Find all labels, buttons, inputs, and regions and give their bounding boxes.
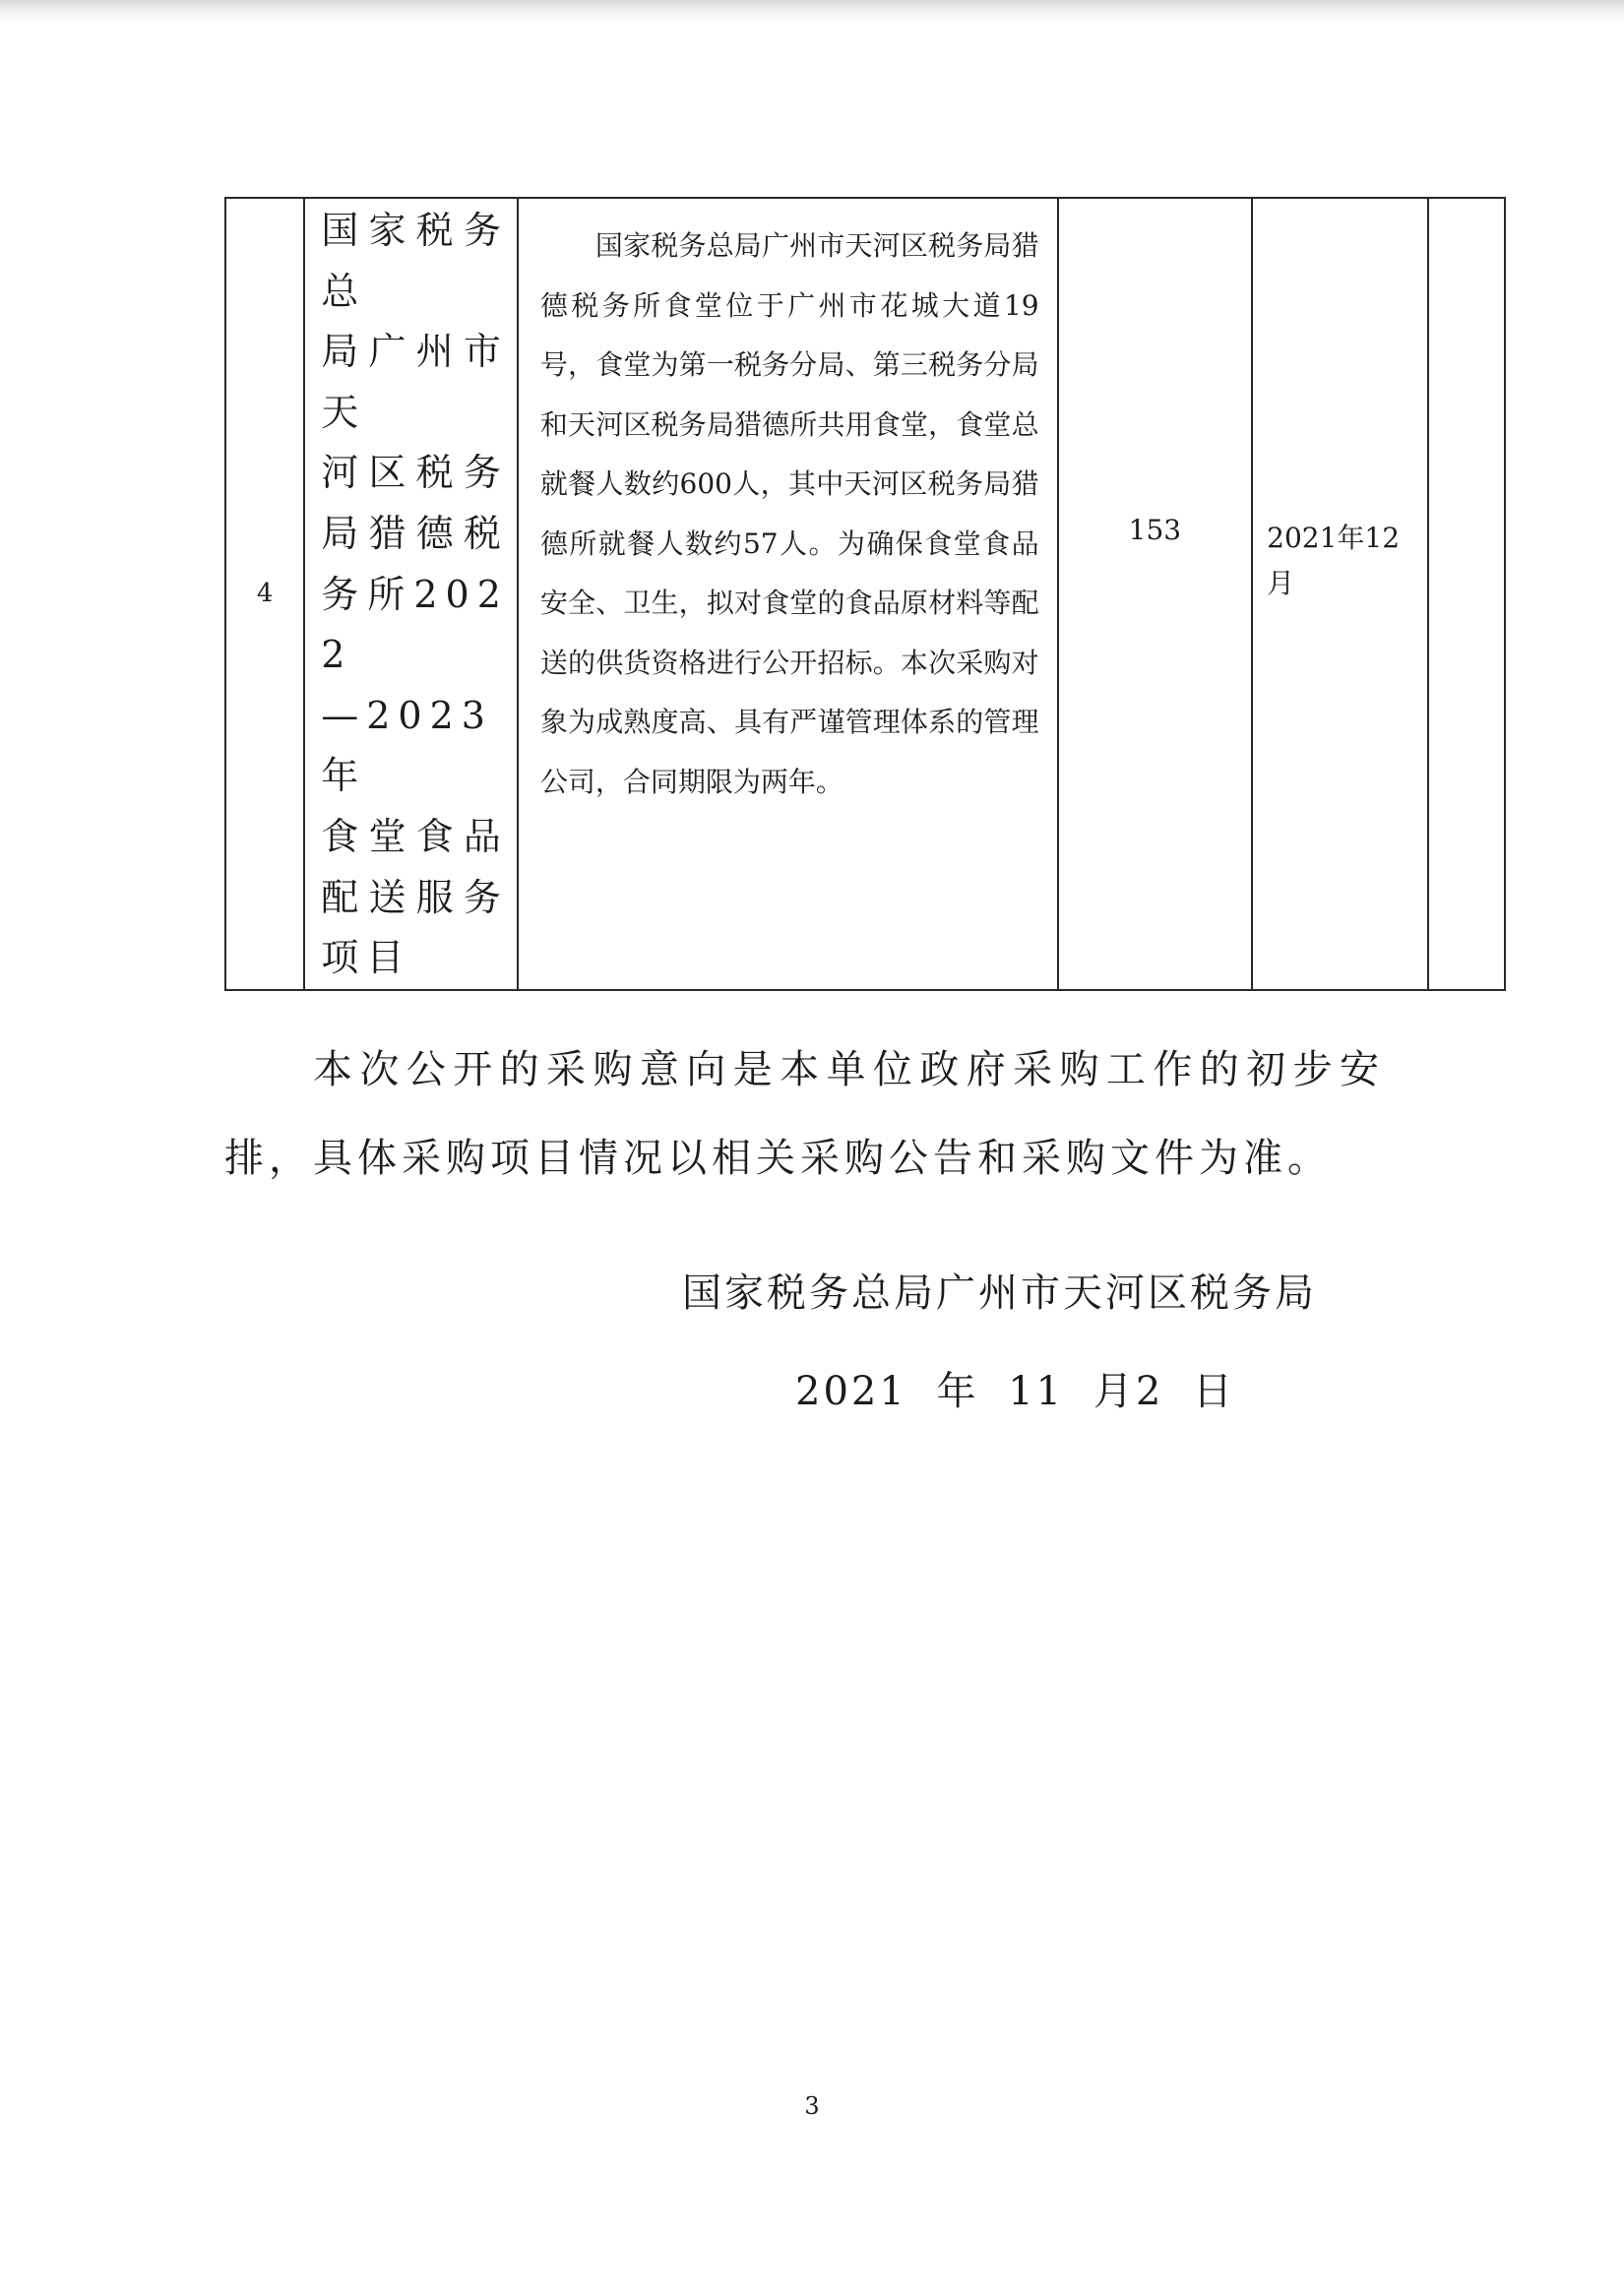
project-description: 国家税务总局广州市天河区税务局猎德税务所食堂位于广州市花城大道19号，食堂为第一税务分局、第三税务分局和天河区税务局猎德所共用食堂，食堂总就餐人数约600人，其中天河区税务局猎德所就餐人数约57人。为确保食堂食品安全、卫生，拟对食堂的食品原材料等配送的供货资格进行公开招标。本次采购对象为成熟度高、具有严谨管理体系的管理公司，合同期限为两年。: [539, 229, 1039, 798]
row-number-cell: [225, 198, 304, 990]
project-name-line: 局广州市天: [321, 330, 509, 434]
project-name-line: 局猎德税: [321, 511, 509, 555]
time-cell: [1252, 198, 1428, 990]
scan-edge-shadow: [0, 0, 1624, 22]
procurement-table: [224, 197, 1506, 991]
project-budget: 153: [1128, 514, 1182, 546]
project-name-line: 项目: [321, 936, 412, 980]
procurement-time: 2021年12月: [1267, 522, 1401, 599]
notice-paragraph: 本次公开的采购意向是本单位政府采购工作的初步安排，具体采购项目情况以相关采购公告和采购文件为准。: [224, 1047, 1384, 1181]
project-name-line: —2023年: [321, 693, 493, 798]
project-name: [305, 199, 517, 989]
budget-cell: [1058, 198, 1253, 990]
remark-cell: [1428, 198, 1505, 990]
project-name-line: 国家税务总: [321, 209, 509, 313]
row-number: 4: [256, 579, 274, 609]
project-name-line: 配送服务: [321, 875, 509, 919]
project-name-line: 食堂食品: [321, 814, 509, 858]
signature-organization: 国家税务总局广州市天河区税务局: [682, 1271, 1317, 1316]
signature-date: 2021 年 11 月2 日: [795, 1369, 1236, 1414]
project-name-cell: [304, 198, 518, 990]
description-cell: [518, 198, 1058, 990]
project-name-line: 务所2022: [321, 572, 509, 677]
page-number: 3: [804, 2092, 820, 2120]
table-row: [225, 198, 1505, 990]
project-name-line: 河区税务: [321, 451, 509, 495]
